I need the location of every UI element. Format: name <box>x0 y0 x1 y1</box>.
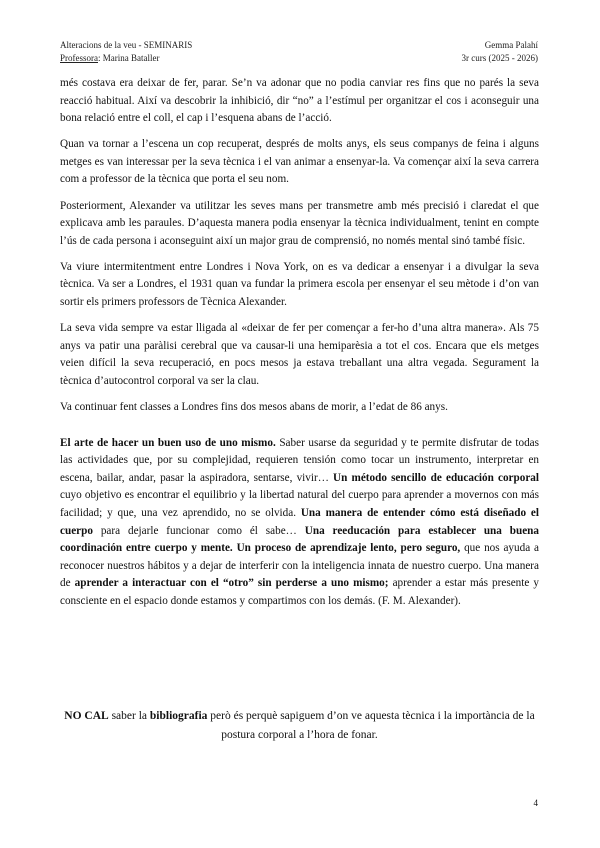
paragraph: més costava era deixar de fer, parar. Se’n va adonar que no podia canviar res fins que no parés la seva reacció habitual. Així va descobrir la inhibició, dir “no” a l’estímul per organitzar el cos i aconseguir una bona relació entre el coll, el cap i l’esquena abans de l’acció. <box>60 77 539 125</box>
bold-phrase: Una manera de entender cómo está diseñado el cuerpo <box>60 506 539 537</box>
paragraph: Va continuar fent classes a Londres fins dos mesos abans de morir, a l’edat de 86 anys. <box>60 401 448 413</box>
page-number: 4 <box>533 798 538 808</box>
paragraph: La seva vida sempre va estar lligada al «deixar de fer per començar a fer-ho d’una altra manera». Als 75 anys va patir una paràlisi cerebral que va causar-li una hemiparèsia a tot el cos. Encara que els metges veien difícil la seva recuperació, en pocs mesos ja estava treballant una altra vegada. Segurament la tècnica d’autocontrol corporal va ser la clau. <box>60 322 539 387</box>
paragraph: Va viure intermitentment entre Londres i Nova York, on es va dedicar a ensenyar i a divulgar la seva tècnica. Va ser a Londres, el 1931 quan va fundar la primera escola per ensenyar el seu mètode i d’on van sortir els primers professors de Tècnica Alexander. <box>60 260 539 309</box>
bibliography-note <box>60 707 539 745</box>
document-body <box>60 75 539 619</box>
text-run: cuyo objetivo es encontrar el equilibrio y la libertad natural del cuerpo para aprender a movernos con más facilidad; y que, una vez aprendido, no se olvida. <box>60 489 539 519</box>
course-year: 3r curs (2025 - 2026) <box>461 53 538 63</box>
bold-phrase: Un método sencillo de educación corporal <box>333 471 540 484</box>
author-name: Gemma Palahí <box>484 40 538 50</box>
text-run: para dejarle funcionar como él sabe… <box>92 524 305 537</box>
bold-phrase: bibliografia <box>149 710 208 722</box>
header-right <box>462 39 538 65</box>
course-title: Alteracions de la veu - SEMINARIS <box>60 40 193 50</box>
text-run: aprender a estar más presente y consciente en el espacio donde estamos y compartimos con los demás. (F. M. Alexander). <box>60 577 539 607</box>
text-run: saber la <box>108 710 150 722</box>
bold-phrase: Una reeducación para establecer una buena coordinación entre cuerpo y mente. Un proceso de aprendizaje lento, pero seguro, <box>60 524 539 555</box>
paragraph: Posteriorment, Alexander va utilitzar les seves mans per transmetre amb més precisió i claredat el que explicava amb les paraules. D’aquesta manera podia ensenyar la tècnica individualment, tenint en compte l’ús de cada persona i aconseguint així un major grau de comprensió, no només mental sinó també físic. <box>60 199 539 247</box>
professor-line <box>60 52 192 65</box>
header-left <box>60 39 192 65</box>
professor-name: : Marina Bataller <box>98 53 160 63</box>
spanish-quote-paragraph <box>60 435 539 611</box>
paragraph: Quan va tornar a l’escena un cop recuperat, després de molts anys, els seus companys de feina i alguns metges es van interessar per la seva tècnica i el van animar a ensenyar-la. Va començar així la seva carrera com a professor de la tècnica que porta el seu nom. <box>60 138 539 186</box>
professor-label: Professora <box>60 53 98 63</box>
text-run: Saber usarse da seguridad y te permite disfrutar de todas las actividades que, por su complejidad, requieren tensión como tocar un instrumento, interpretar en escena, bailar, andar, pasar la aspiradora, sentarse, vivir… <box>60 436 539 484</box>
bold-phrase: NO CAL <box>64 710 109 722</box>
text-run: que nos ayuda a reconocer nuestros hábitos y a dejar de interferir con la inteligencia innata de nuestro cuerpo. Una manera de <box>60 542 539 590</box>
text-run: però és perquè sapiguem d’on ve aquesta tècnica i la importància de la postura corporal a l’hora de fonar. <box>207 710 535 741</box>
bold-phrase: aprender a interactuar con el “otro” sin perderse a uno mismo; <box>74 577 389 590</box>
bold-phrase: El arte de hacer un buen uso de uno mismo. <box>60 436 276 449</box>
